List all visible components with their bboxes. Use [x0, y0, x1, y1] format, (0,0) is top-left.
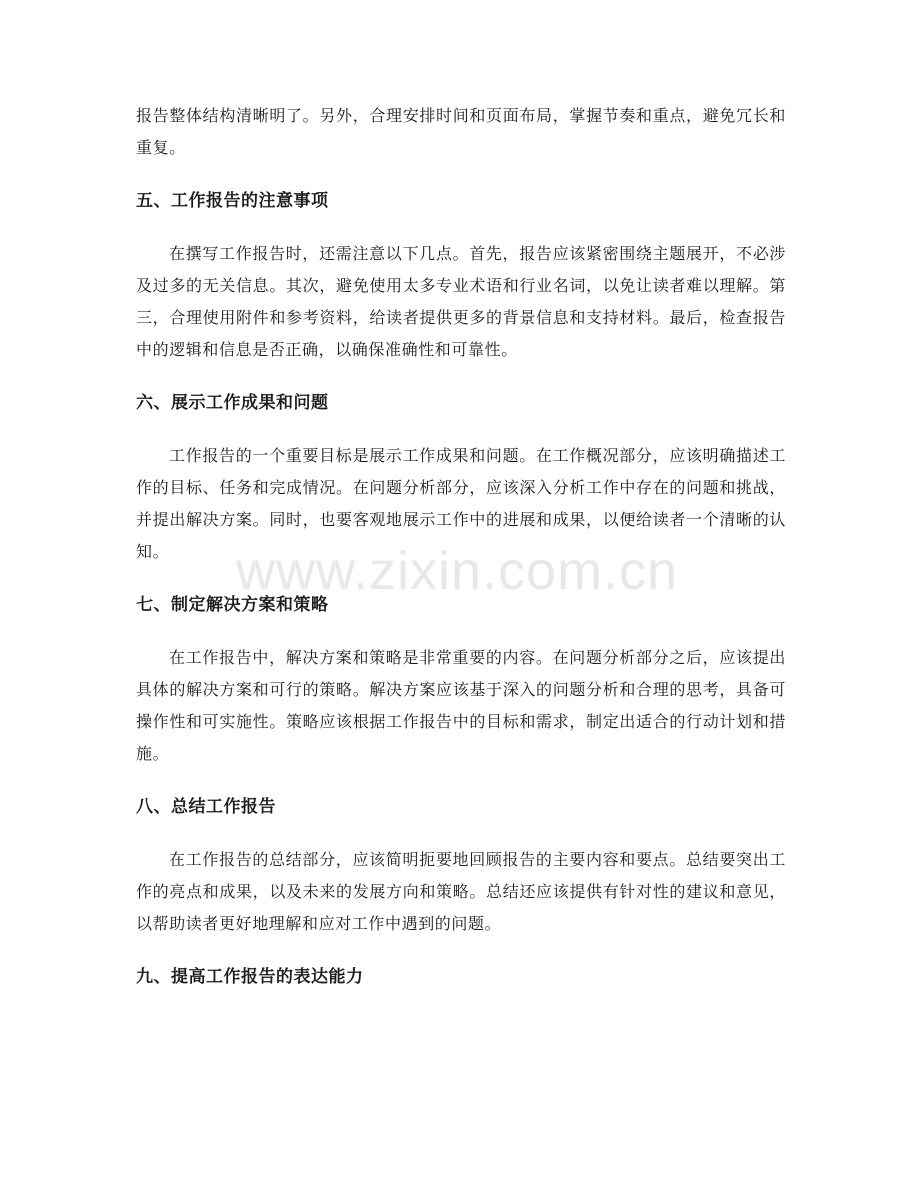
section-heading-6: 六、展示工作成果和问题 — [136, 393, 329, 413]
intro-paragraph: 报告整体结构清晰明了。另外，合理安排时间和页面布局，掌握节奏和重点，避免冗长和重复。 — [136, 106, 786, 157]
section-body-7: 在工作报告中，解决方案和策略是非常重要的内容。在问题分析部分之后，应该提出具体的解决方案和可行的策略。解决方案应该基于深入的问题分析和合理的思考，具备可操作性和可实施性。策略应该根据工作报告中的目标和需求，制定出适合的行动计划和措施。 — [136, 648, 786, 763]
section-body-8: 在工作报告的总结部分，应该简明扼要地回顾报告的主要内容和要点。总结要突出工作的亮点和成果，以及未来的发展方向和策略。总结还应该提供有针对性的建议和意见，以帮助读者更好地理解和应对工作中遇到的问题。 — [136, 850, 786, 933]
document-body — [136, 100, 786, 993]
section-body-5: 在撰写工作报告时，还需注意以下几点。首先，报告应该紧密围绕主题展开，不必涉及过多的无关信息。其次，避免使用太多专业术语和行业名词，以免让读者难以理解。第三，合理使用附件和参考资料，给读者提供更多的背景信息和支持材料。最后，检查报告中的逻辑和信息是否正确，以确保准确性和可靠性。 — [136, 244, 786, 359]
section-heading-8: 八、总结工作报告 — [136, 797, 276, 817]
section-body-6: 工作报告的一个重要目标是展示工作成果和问题。在工作概况部分，应该明确描述工作的目标、任务和完成情况。在问题分析部分，应该深入分析工作中存在的问题和挑战，并提出解决方案。同时，也要客观地展示工作中的进展和成果，以便给读者一个清晰的认知。 — [136, 446, 786, 561]
section-heading-7: 七、制定解决方案和策略 — [136, 595, 329, 615]
section-heading-5: 五、工作报告的注意事项 — [136, 191, 329, 211]
section-heading-9: 九、提高工作报告的表达能力 — [136, 967, 364, 987]
watermark: www.zixin.com.cn — [236, 541, 679, 601]
